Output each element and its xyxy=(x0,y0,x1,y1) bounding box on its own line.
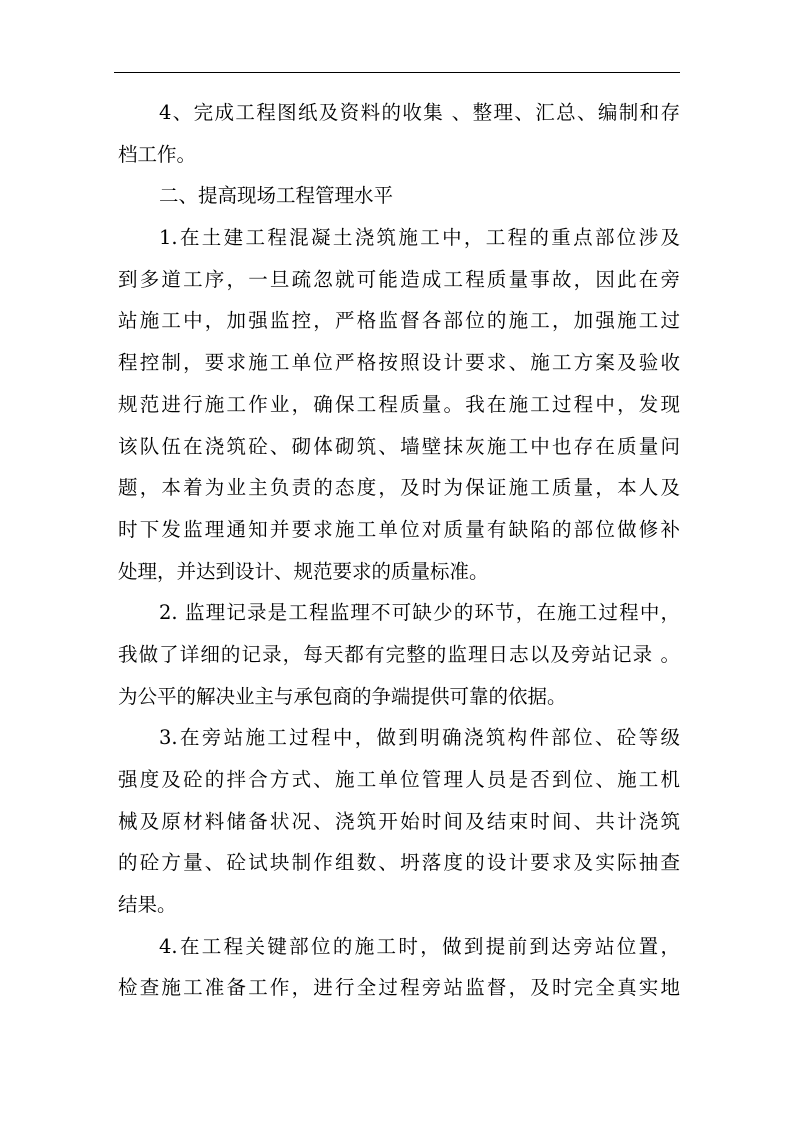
text-line: 检查施工准备工作，进行全过程旁站监督，及时完全真实地 xyxy=(118,976,680,1000)
text-line: 2. 监理记录是工程监理不可缺少的环节，在施工过程中， xyxy=(159,601,680,625)
text-line: 程控制，要求施工单位严格按照设计要求、施工方案及验收 xyxy=(118,351,680,375)
text-line: 我做了详细的记录，每天都有完整的监理日志以及旁站记录 。 xyxy=(118,642,680,666)
section-heading: 二、提高现场工程管理水平 xyxy=(159,184,394,208)
text-line: 到多道工序，一旦疏忽就可能造成工程质量事故，因此在旁 xyxy=(118,267,680,291)
text-line: 站施工中，加强监控，严格监督各部位的施工，加强施工过 xyxy=(118,309,680,333)
text-line: 械及原材料储备状况、浇筑开始时间及结束时间、共计浇筑 xyxy=(118,809,680,833)
text-line: 档工作。 xyxy=(118,142,197,166)
text-line: 为公平的解决业主与承包商的争端提供可靠的依据。 xyxy=(118,684,567,708)
text-line: 4、完成工程图纸及资料的收集 、整理、汇总、编制和存 xyxy=(159,101,680,124)
text-line: 3.在旁站施工过程中，做到明确浇筑构件部位、砼等级 xyxy=(159,726,680,750)
text-line: 结果。 xyxy=(118,893,177,917)
text-line: 时下发监理通知并要求施工单位对质量有缺陷的部位做修补 xyxy=(118,517,680,541)
text-line: 1.在土建工程混凝土浇筑施工中，工程的重点部位涉及 xyxy=(159,226,680,250)
text-line: 强度及砼的拌合方式、施工单位管理人员是否到位、施工机 xyxy=(118,768,680,791)
header-rule xyxy=(114,72,680,73)
text-line: 的砼方量、砼试块制作组数、坍落度的设计要求及实际抽查 xyxy=(118,851,680,875)
text-line: 规范进行施工作业，确保工程质量。我在施工过程中，发现 xyxy=(118,392,680,416)
text-line: 处理，并达到设计、规范要求的质量标准。 xyxy=(118,559,489,583)
text-line: 题，本着为业主负责的态度，及时为保证施工质量，本人及 xyxy=(118,476,680,500)
document-body xyxy=(118,92,680,1009)
text-line: 4.在工程关键部位的施工时，做到提前到达旁站位置， xyxy=(159,934,680,958)
text-line: 该队伍在浇筑砼、砌体砌筑、墙壁抹灰施工中也存在质量问 xyxy=(118,434,680,458)
